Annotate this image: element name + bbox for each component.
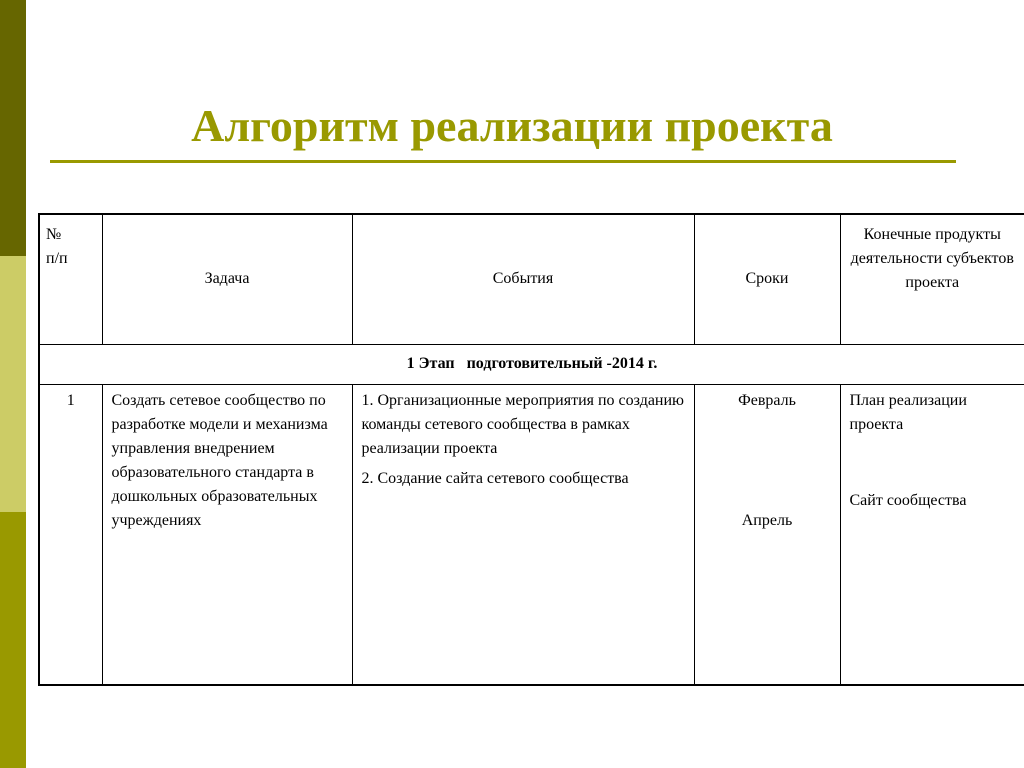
sidebar-stripe-top (0, 0, 26, 256)
stage-row (39, 344, 1024, 384)
product-item: План реализации проекта (849, 391, 967, 433)
product-item: Сайт сообщества (849, 491, 967, 509)
slide-title: Алгоритм реализации проекта (191, 100, 833, 151)
date-item: Февраль (738, 391, 796, 409)
row-task: Создать сетевое сообщество по разработке модели и механизма управления внедрением образовательного стандарта в дошкольных образовательных учреждениях (102, 384, 352, 685)
row-products (840, 384, 1024, 685)
row-events (352, 384, 694, 685)
sidebar-stripe-middle (0, 256, 26, 512)
sidebar-stripe-bottom (0, 512, 26, 768)
header-number (39, 214, 102, 344)
header-products: Конечные продукты деятельности субъектов проекта (840, 214, 1024, 344)
header-number-symbol: № (46, 226, 62, 243)
header-task: Задача (102, 214, 352, 344)
header-dates: Сроки (694, 214, 840, 344)
table-row (39, 384, 1024, 685)
stage-label: 1 Этап подготовительный -2014 г. (39, 344, 1024, 384)
project-plan-table (38, 213, 1024, 686)
date-spacer (704, 413, 831, 509)
event-item: 2. Создание сайта сетевого сообщества (361, 469, 629, 487)
row-number: 1 (39, 384, 102, 685)
table-header-row (39, 214, 1024, 344)
event-item: 1. Организационные мероприятия по созданию команды сетевого сообщества в рамках реализации проекта (361, 391, 685, 457)
product-spacer (850, 437, 1016, 489)
header-events: События (352, 214, 694, 344)
title-underline (50, 160, 956, 163)
row-dates (694, 384, 840, 685)
date-item: Апрель (741, 511, 793, 529)
header-number-abbr: п/п (46, 250, 68, 267)
